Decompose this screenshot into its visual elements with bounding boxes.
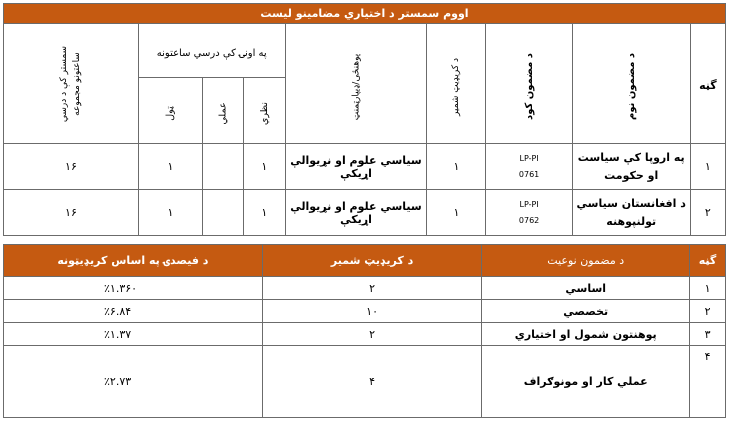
summary-percent: ٪۲.۷۳ bbox=[4, 346, 263, 418]
summary-number: ۲ bbox=[690, 300, 726, 323]
row-subject-code bbox=[486, 144, 572, 190]
row-semester-total: ۱۶ bbox=[4, 144, 139, 190]
row-semester-total: ۱۶ bbox=[4, 190, 139, 236]
table-title: اووم سمستر د اختیاري مضامینو لیست bbox=[4, 4, 726, 24]
summary-credits: ۴ bbox=[262, 346, 482, 418]
row-department: سیاسي علوم او نړیوالې اړیکې bbox=[285, 144, 427, 190]
table-row bbox=[4, 300, 726, 323]
row-number: ۱ bbox=[690, 144, 725, 190]
row-credits: ۱ bbox=[427, 190, 486, 236]
summary-number: ۴ bbox=[690, 346, 726, 418]
row-code-number: 0761 bbox=[518, 169, 540, 179]
row-total: ۱ bbox=[138, 190, 202, 236]
summary-type: پوهنتون شمول او اختیاري bbox=[482, 323, 690, 346]
table-row bbox=[4, 144, 726, 190]
table-row bbox=[4, 323, 726, 346]
summary-header-credits: د کریډیټ شمیر bbox=[262, 245, 482, 277]
summary-header-row bbox=[4, 245, 726, 277]
credit-summary-table bbox=[3, 244, 726, 418]
header-weekly-hours: په اونۍ کې درسي ساعتونه bbox=[138, 24, 285, 78]
summary-header-type: د مضمون نوعیت bbox=[482, 245, 690, 277]
row-subject-name: د افغانستان سیاسي تولنپوهنه bbox=[572, 190, 690, 236]
summary-number: ۳ bbox=[690, 323, 726, 346]
row-credits: ۱ bbox=[427, 144, 486, 190]
row-code-number: 0762 bbox=[518, 215, 540, 225]
header-department: پوهنځی/ډیپارټمنټ bbox=[285, 24, 427, 144]
summary-number: ۱ bbox=[690, 277, 726, 300]
header-credit-count: د کریډیټ شمیر bbox=[427, 24, 486, 144]
header-semester-total: سمستر کې د درسي ساعتونو مجموعه bbox=[4, 24, 139, 144]
table-row bbox=[4, 190, 726, 236]
summary-header-number: گڼه bbox=[690, 245, 726, 277]
row-number: ۲ bbox=[690, 190, 725, 236]
summary-credits: ۲ bbox=[262, 323, 482, 346]
header-practical: عملي bbox=[202, 78, 243, 144]
header-theory: نظري bbox=[244, 78, 285, 144]
header-subject-name: د مضمون نوم bbox=[572, 24, 690, 144]
table-row bbox=[4, 277, 726, 300]
row-subject-name: په اروپا کې سیاست او حکومت bbox=[572, 144, 690, 190]
row-theory: ۱ bbox=[244, 190, 285, 236]
header-number: گڼه bbox=[690, 24, 725, 144]
row-theory: ۱ bbox=[244, 144, 285, 190]
row-code-prefix: LP-PI bbox=[519, 199, 539, 209]
row-subject-code bbox=[486, 190, 572, 236]
row-department: سیاسي علوم او نړیوالې اړیکې bbox=[285, 190, 427, 236]
row-code-prefix: LP-PI bbox=[519, 153, 539, 163]
row-total: ۱ bbox=[138, 144, 202, 190]
table-title-row bbox=[4, 4, 726, 24]
summary-percent: ٪۱.۳۷ bbox=[4, 323, 263, 346]
row-practical bbox=[202, 144, 243, 190]
header-subject-code: د مضمون کود bbox=[486, 24, 572, 144]
elective-subjects-table bbox=[3, 3, 726, 236]
summary-percent: ٪۶.۸۴ bbox=[4, 300, 263, 323]
summary-percent: ٪۱.۳۶۰ bbox=[4, 277, 263, 300]
summary-header-percent: د فیصدۍ په اساس کریډیټونه bbox=[4, 245, 263, 277]
summary-credits: ۱۰ bbox=[262, 300, 482, 323]
row-practical bbox=[202, 190, 243, 236]
table-row bbox=[4, 346, 726, 418]
summary-credits: ۲ bbox=[262, 277, 482, 300]
summary-type: اساسي bbox=[482, 277, 690, 300]
header-row bbox=[4, 24, 726, 78]
summary-type: عملي کار او مونوګراف bbox=[482, 346, 690, 418]
header-total: ټول bbox=[138, 78, 202, 144]
summary-type: تخصصي bbox=[482, 300, 690, 323]
